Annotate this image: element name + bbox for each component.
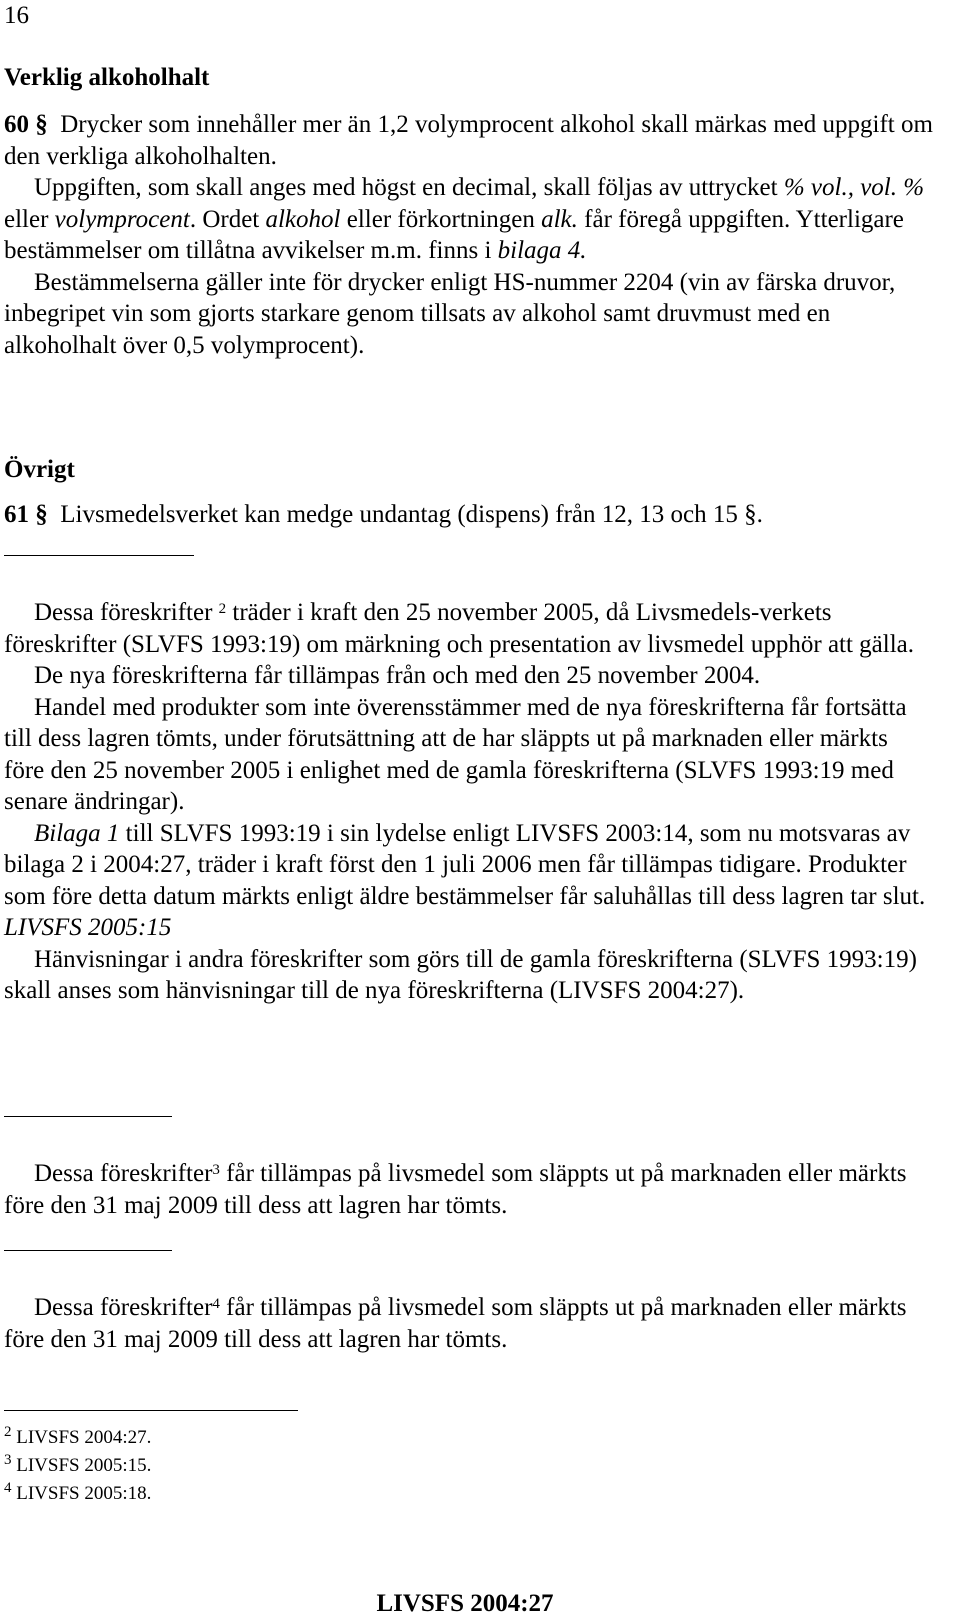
text-run: Dessa föreskrifter bbox=[34, 599, 219, 626]
paragraph-60-second bbox=[4, 172, 934, 267]
text-run: får föregå uppgiften. Ytterligare bestämmelser om tillåtna avvikelser m.m. finns i bbox=[4, 205, 904, 264]
separator-line bbox=[4, 1116, 172, 1117]
transitional-p3: Handel med produkter som inte överensstämmer med de nya föreskrifterna får fortsätta till dess lagren tömts, under förutsättning att de har släppts ut på marknaden eller märkts före den 25 november 2005 i enlighet med de gamla föreskrifterna (SLVFS 1993:19 med senare ändringar). bbox=[4, 693, 907, 815]
paragraph-60 bbox=[4, 109, 934, 361]
text-run: Uppgiften, som skall anges med högst en decimal, skall följas av uttrycket bbox=[34, 174, 784, 201]
page-footer: LIVSFS 2004:27 bbox=[376, 1590, 554, 1617]
paragraph-60-text: Drycker som innehåller mer än 1,2 volymprocent alkohol skall märkas med uppgift om den verkliga alkoholhalten. bbox=[4, 111, 933, 170]
footnote-item bbox=[4, 1480, 151, 1508]
text-run: får tillämpas på livsmedel som släppts ut på marknaden eller märkts före den 31 maj 2009 till dess att lagren har tömts. bbox=[4, 1160, 907, 1219]
italic-run: Bilaga 1 bbox=[34, 819, 120, 847]
footnote-mark: 3 bbox=[4, 1452, 12, 1468]
footnote-rule bbox=[4, 1410, 298, 1411]
italic-run: volymprocent bbox=[54, 205, 190, 233]
text-run: till SLVFS 1993:19 i sin lydelse enligt LIVSFS 2003:14, som nu motsvaras av bilaga 2 i 2004:27, träder i kraft först den 1 juli 2006 men får tillämpas tidigare. Produkter som före detta datum märkts enligt äldre bestämmelser får saluhållas till dess lagren tar slut. bbox=[4, 819, 926, 910]
footnote-ref: 2 bbox=[218, 601, 227, 617]
transitional-p4 bbox=[4, 818, 934, 944]
footnote-item bbox=[4, 1452, 151, 1480]
transitional-provisions-2004 bbox=[4, 597, 934, 1007]
italic-run: alkohol bbox=[265, 205, 341, 233]
transitional-provisions-2005-15 bbox=[4, 1158, 934, 1221]
transitional-p5: Hänvisningar i andra föreskrifter som görs till de gamla föreskrifterna (SLVFS 1993:19) skall anses som hänvisningar till de nya föreskrifterna (LIVSFS 2004:27). bbox=[4, 945, 917, 1004]
paragraph-60-first bbox=[4, 109, 934, 172]
footnote-ref: 3 bbox=[212, 1162, 220, 1178]
text-run: eller bbox=[4, 205, 55, 233]
italic-run: % vol., vol. % bbox=[783, 174, 925, 201]
text-run: eller förkortningen bbox=[340, 205, 542, 233]
footnote-text: LIVSFS 2005:18. bbox=[11, 1483, 152, 1504]
paragraph-61 bbox=[4, 499, 934, 531]
paragraph-60-third: Bestämmelserna gäller inte för drycker enligt HS-nummer 2204 (vin av färska druvor, inbegripet vin som gjorts starkare genom tillsats av alkohol samt druvmust med en alkoholhalt över 0,5 volymprocent). bbox=[4, 268, 896, 359]
italic-run: LIVSFS 2005:15 bbox=[4, 914, 172, 941]
separator-line bbox=[4, 555, 194, 556]
paragraph-61-text: Livsmedelsverket kan medge undantag (dispens) från 12, 13 och 15 §. bbox=[60, 501, 763, 528]
transitional-p1 bbox=[4, 597, 934, 660]
footnote-item bbox=[4, 1424, 151, 1452]
page-number: 16 bbox=[4, 2, 29, 29]
text-run: träder i kraft den 25 november 2005, då Livsmedels-verkets föreskrifter (SLVFS 1993:19) om märkning och presentation av livsmedel upphör att gälla. bbox=[4, 599, 915, 658]
heading-verklig-alkoholhalt: Verklig alkoholhalt bbox=[4, 64, 210, 91]
footnote-mark: 4 bbox=[4, 1480, 12, 1496]
section-symbol: § bbox=[35, 111, 48, 138]
footnote-mark: 2 bbox=[4, 1424, 12, 1440]
text-run: . Ordet bbox=[189, 205, 266, 233]
section-number-60: 60 bbox=[4, 111, 29, 138]
section-symbol: § bbox=[35, 501, 48, 528]
italic-run: bilaga 4. bbox=[497, 237, 587, 264]
heading-ovrigt: Övrigt bbox=[4, 456, 75, 483]
footnote-text: LIVSFS 2005:15. bbox=[11, 1455, 152, 1476]
text-run: får tillämpas på livsmedel som släppts ut på marknaden eller märkts före den 31 maj 2009 till dess att lagren har tömts. bbox=[4, 1294, 907, 1353]
text-run: Dessa föreskrifter bbox=[34, 1160, 213, 1187]
footnotes bbox=[4, 1424, 151, 1508]
transitional-provisions-2005-18 bbox=[4, 1292, 934, 1355]
text-run: Dessa föreskrifter bbox=[34, 1294, 213, 1321]
separator-line bbox=[4, 1250, 172, 1251]
transitional-p2: De nya föreskrifterna får tillämpas från och med den 25 november 2004. bbox=[34, 662, 761, 689]
footnote-text: LIVSFS 2004:27. bbox=[11, 1427, 152, 1448]
italic-run: alk. bbox=[541, 205, 578, 233]
footnote-ref: 4 bbox=[212, 1296, 220, 1312]
section-number-61: 61 bbox=[4, 501, 29, 528]
